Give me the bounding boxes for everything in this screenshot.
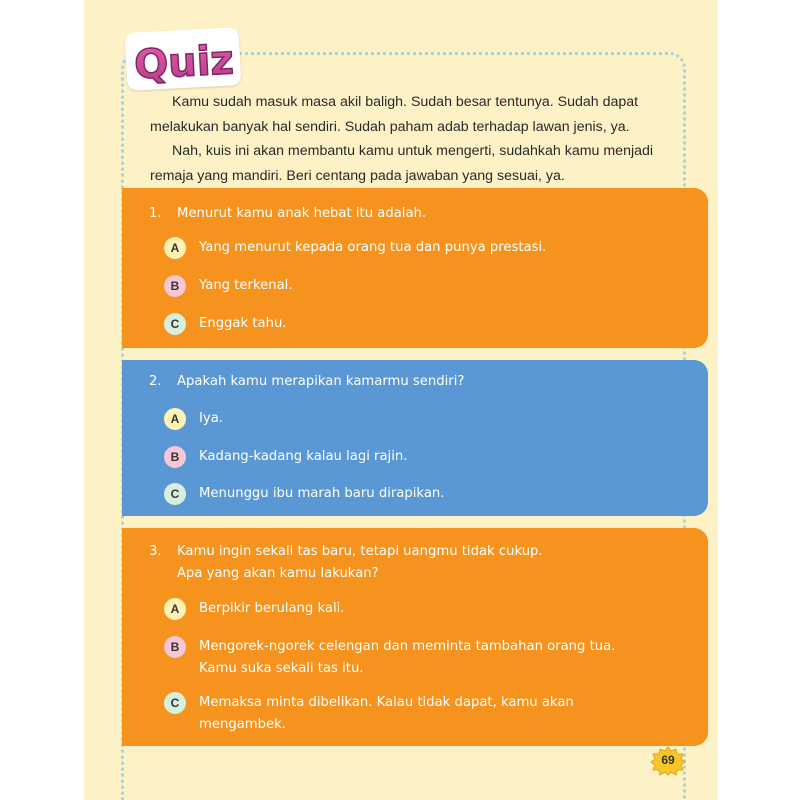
question-number: 3.	[149, 544, 162, 559]
question-number: 2.	[149, 374, 162, 389]
question-text	[149, 203, 669, 225]
page-number: 69	[661, 753, 675, 767]
question-text	[149, 371, 669, 393]
question-text	[149, 541, 669, 585]
intro-paragraph	[150, 90, 695, 188]
option-letter-badge[interactable]: B	[164, 636, 186, 658]
option-text-line: Memaksa minta dibelikan. Kalau tidak dapat, kamu akan	[199, 695, 574, 710]
question-card-1	[122, 188, 708, 348]
intro-line: Kamu sudah masuk masa akil baligh. Sudah besar tentunya. Sudah dapat	[172, 94, 639, 110]
option-letter-badge[interactable]: A	[164, 408, 186, 430]
question-card-2	[122, 360, 708, 516]
option-text: Yang menurut kepada orang tua dan punya prestasi.	[199, 240, 547, 255]
quiz-logo	[125, 27, 242, 91]
option-text-line: Mengorek-ngorek celengan dan meminta tambahan orang tua.	[199, 639, 616, 654]
option-letter-badge[interactable]: C	[164, 483, 186, 505]
question-line: Apakah kamu merapikan kamarmu sendiri?	[177, 374, 465, 389]
option-text-line: Kamu suka sekali tas itu.	[199, 661, 364, 676]
question-card-3	[122, 528, 708, 746]
option-text: Enggak tahu.	[199, 316, 287, 331]
option-letter-badge[interactable]: C	[164, 313, 186, 335]
page-number-badge	[650, 746, 686, 776]
quiz-logo-text: Quiz	[133, 37, 235, 89]
option-text: Menunggu ibu marah baru dirapikan.	[199, 486, 445, 501]
option-text: Berpikir berulang kali.	[199, 601, 345, 616]
quiz-logo-art	[125, 27, 242, 91]
option-letter-badge[interactable]: A	[164, 237, 186, 259]
question-number: 1.	[149, 206, 162, 221]
option-letter-badge[interactable]: C	[164, 692, 186, 714]
option-letter-badge[interactable]: B	[164, 446, 186, 468]
question-line: Kamu ingin sekali tas baru, tetapi uangmu tidak cukup.	[177, 544, 543, 559]
option-letter-badge[interactable]: A	[164, 598, 186, 620]
question-line: Apa yang akan kamu lakukan?	[177, 566, 379, 581]
intro-line: melakukan banyak hal sendiri. Sudah paham adab terhadap lawan jenis, ya.	[150, 118, 630, 135]
intro-line: remaja yang mandiri. Beri centang pada jawaban yang sesuai, ya.	[150, 167, 565, 184]
option-text-line: mengambek.	[199, 717, 286, 732]
option-text: Yang terkenal.	[199, 278, 293, 293]
option-text: Iya.	[199, 411, 223, 426]
option-letter-badge[interactable]: B	[164, 275, 186, 297]
intro-line: Nah, kuis ini akan membantu kamu untuk mengerti, sudahkah kamu menjadi	[172, 143, 654, 159]
option-text	[199, 636, 659, 680]
question-line: Menurut kamu anak hebat itu adalah.	[177, 206, 427, 221]
option-text: Kadang-kadang kalau lagi rajin.	[199, 449, 408, 464]
option-text	[199, 692, 659, 736]
